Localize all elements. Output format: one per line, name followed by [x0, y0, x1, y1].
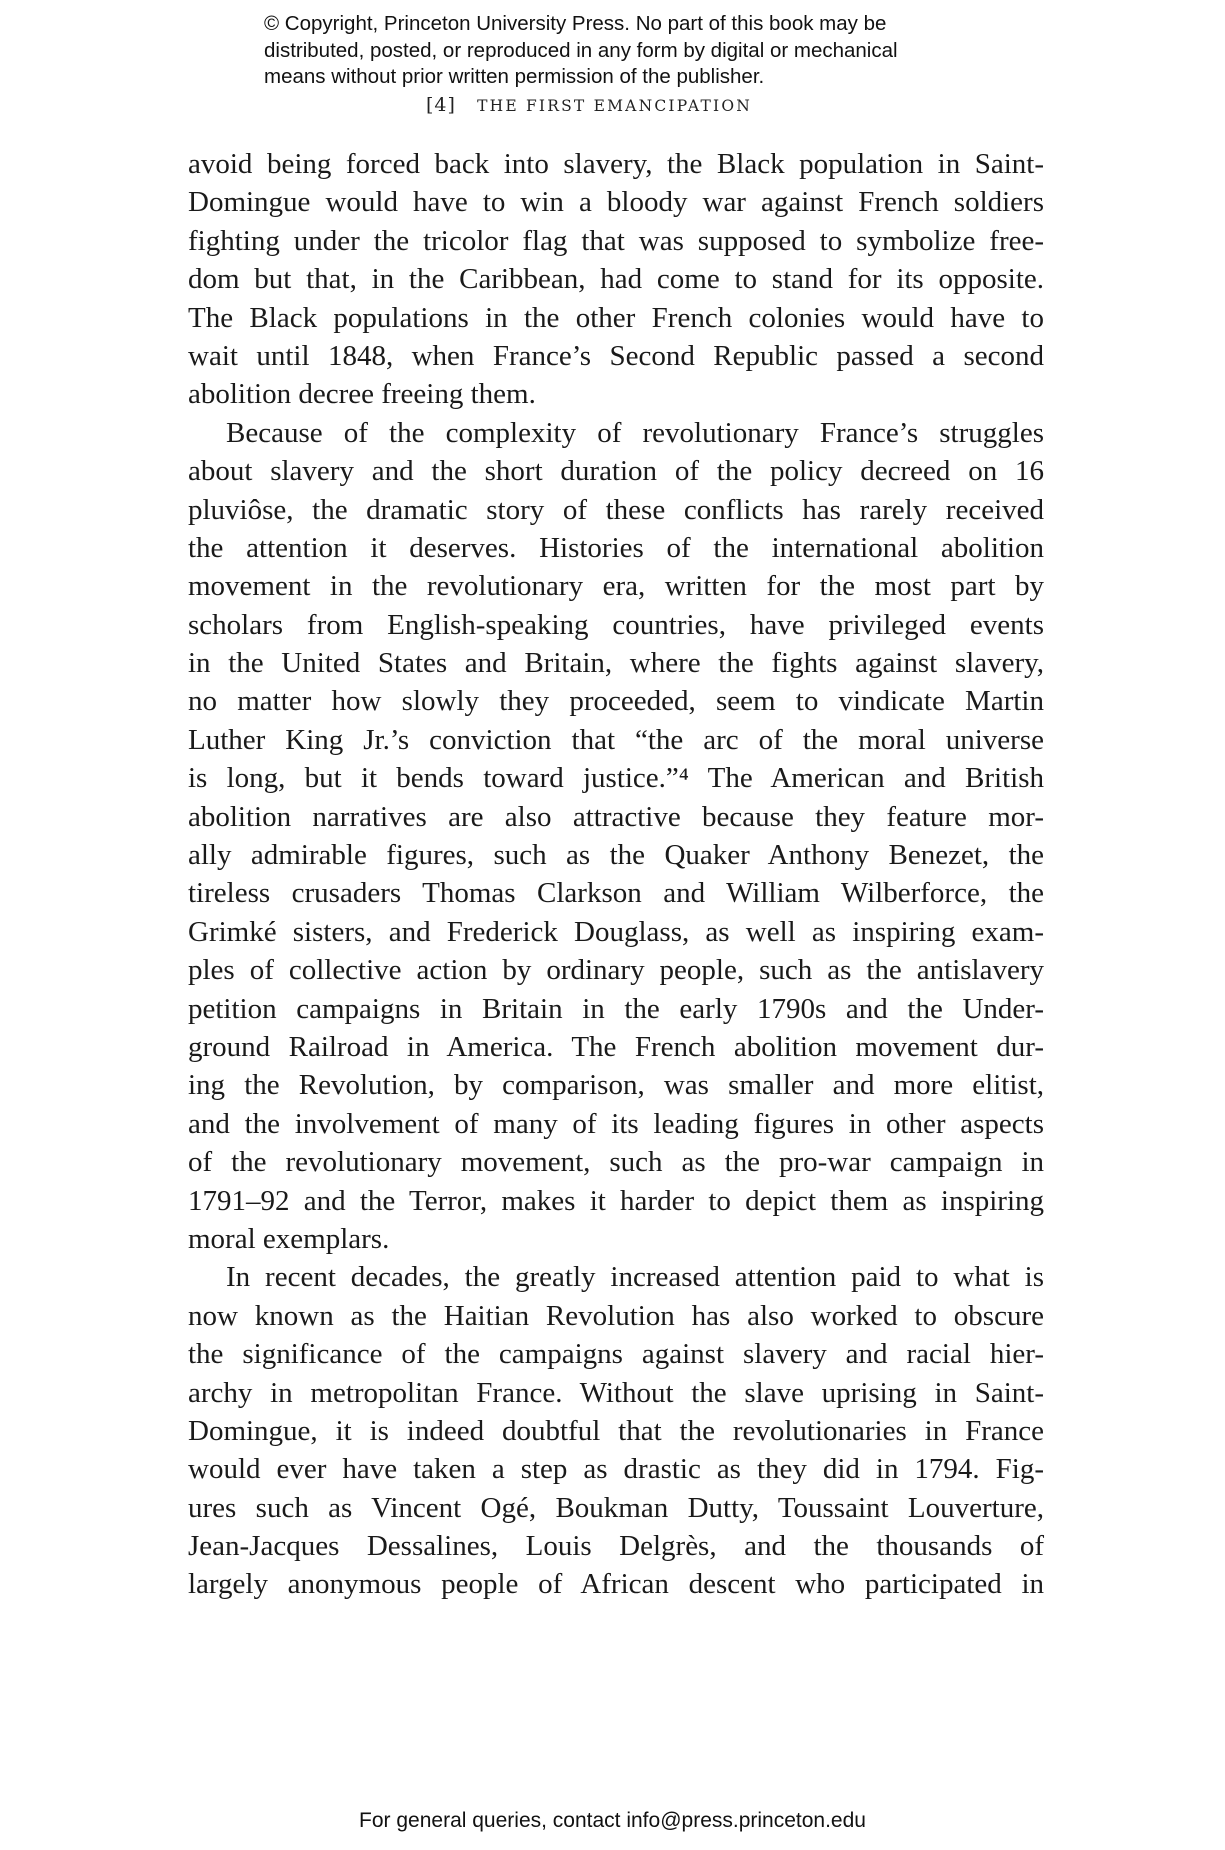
text-line: is long, but it bends toward justice.”⁴ The American and British — [188, 762, 1044, 795]
text-line: now known as the Haitian Revolution has also worked to obscure — [188, 1299, 1044, 1332]
copyright-notice — [264, 11, 984, 91]
body-text — [188, 145, 1044, 1604]
text-line: The Black populations in the other French colonies would have to — [188, 301, 1044, 334]
text-line: avoid being forced back into slavery, the Black population in Saint- — [188, 148, 1044, 180]
text-line: Because of the complexity of revolutionary France’s struggles — [226, 416, 1044, 449]
text-line: in the United States and Britain, where the fights against slavery, — [188, 647, 1044, 680]
text-line: Domingue would have to win a bloody war against French soldiers — [188, 186, 1044, 219]
text-line: scholars from English-speaking countries, have privileged events — [188, 608, 1044, 641]
text-line: Jean-Jacques Dessalines, Louis Delgrès, and the thousands of — [188, 1530, 1044, 1563]
text-line: the attention it deserves. Histories of the international abolition — [188, 531, 1044, 564]
text-line: dom but that, in the Caribbean, had come to stand for its opposite. — [188, 263, 1044, 296]
text-line: would ever have taken a step as drastic as they did in 1794. Fig- — [188, 1453, 1044, 1486]
running-title: THE FIRST EMANCIPATION — [477, 97, 752, 115]
text-line: no matter how slowly they proceeded, seem to vindicate Martin — [188, 685, 1044, 718]
text-line: ples of collective action by ordinary people, such as the antislavery — [188, 954, 1044, 987]
text-line: petition campaigns in Britain in the early 1790s and the Under- — [188, 992, 1044, 1025]
footer-contact: For general queries, contact info@press.princeton.edu — [359, 1809, 866, 1832]
text-line: Grimké sisters, and Frederick Douglass, as well as inspiring exam- — [188, 915, 1044, 948]
text-line: of the revolutionary movement, such as the pro-war campaign in — [188, 1146, 1044, 1179]
copyright-line: distributed, posted, or reproduced in any form by digital or mechanical — [264, 38, 898, 62]
text-line: Domingue, it is indeed doubtful that the revolutionaries in France — [188, 1414, 1044, 1447]
text-line: movement in the revolutionary era, written for the most part by — [188, 570, 1044, 603]
page-number: [4] — [426, 94, 456, 116]
text-line: ally admirable figures, such as the Quaker Anthony Benezet, the — [188, 839, 1044, 872]
text-line: and the involvement of many of its leading figures in other aspects — [188, 1107, 1044, 1140]
text-line: ing the Revolution, by comparison, was smaller and more elitist, — [188, 1069, 1044, 1102]
text-line: In recent decades, the greatly increased attention paid to what is — [226, 1261, 1044, 1294]
copyright-line: means without prior written permission of the publisher. — [264, 65, 765, 88]
copyright-line: © Copyright, Princeton University Press. No part of this book may be — [264, 12, 887, 35]
text-line: ground Railroad in America. The French abolition movement dur- — [188, 1030, 1044, 1063]
text-line: Luther King Jr.’s conviction that “the arc of the moral universe — [188, 723, 1044, 756]
text-line: tireless crusaders Thomas Clarkson and William Wilberforce, the — [188, 877, 1044, 910]
text-line: abolition narratives are also attractive because they feature mor- — [188, 800, 1044, 833]
text-line: the significance of the campaigns against slavery and racial hier- — [188, 1338, 1044, 1371]
text-line: archy in metropolitan France. Without the slave uprising in Saint- — [188, 1376, 1044, 1409]
running-head — [426, 94, 752, 116]
text-line: pluviôse, the dramatic story of these conflicts has rarely received — [188, 493, 1044, 526]
text-line: ures such as Vincent Ogé, Boukman Dutty, Toussaint Louverture, — [188, 1491, 1044, 1524]
text-line: 1791–92 and the Terror, makes it harder to depict them as inspiring — [188, 1184, 1044, 1217]
text-line: about slavery and the short duration of the policy decreed on 16 — [188, 455, 1044, 488]
text-line: moral exemplars. — [188, 1222, 390, 1255]
text-line: wait until 1848, when France’s Second Republic passed a second — [188, 339, 1044, 372]
text-line: fighting under the tricolor flag that was supposed to symbolize free- — [188, 224, 1044, 257]
text-line: largely anonymous people of African descent who participated in — [188, 1568, 1044, 1601]
text-line: abolition decree freeing them. — [188, 378, 536, 411]
